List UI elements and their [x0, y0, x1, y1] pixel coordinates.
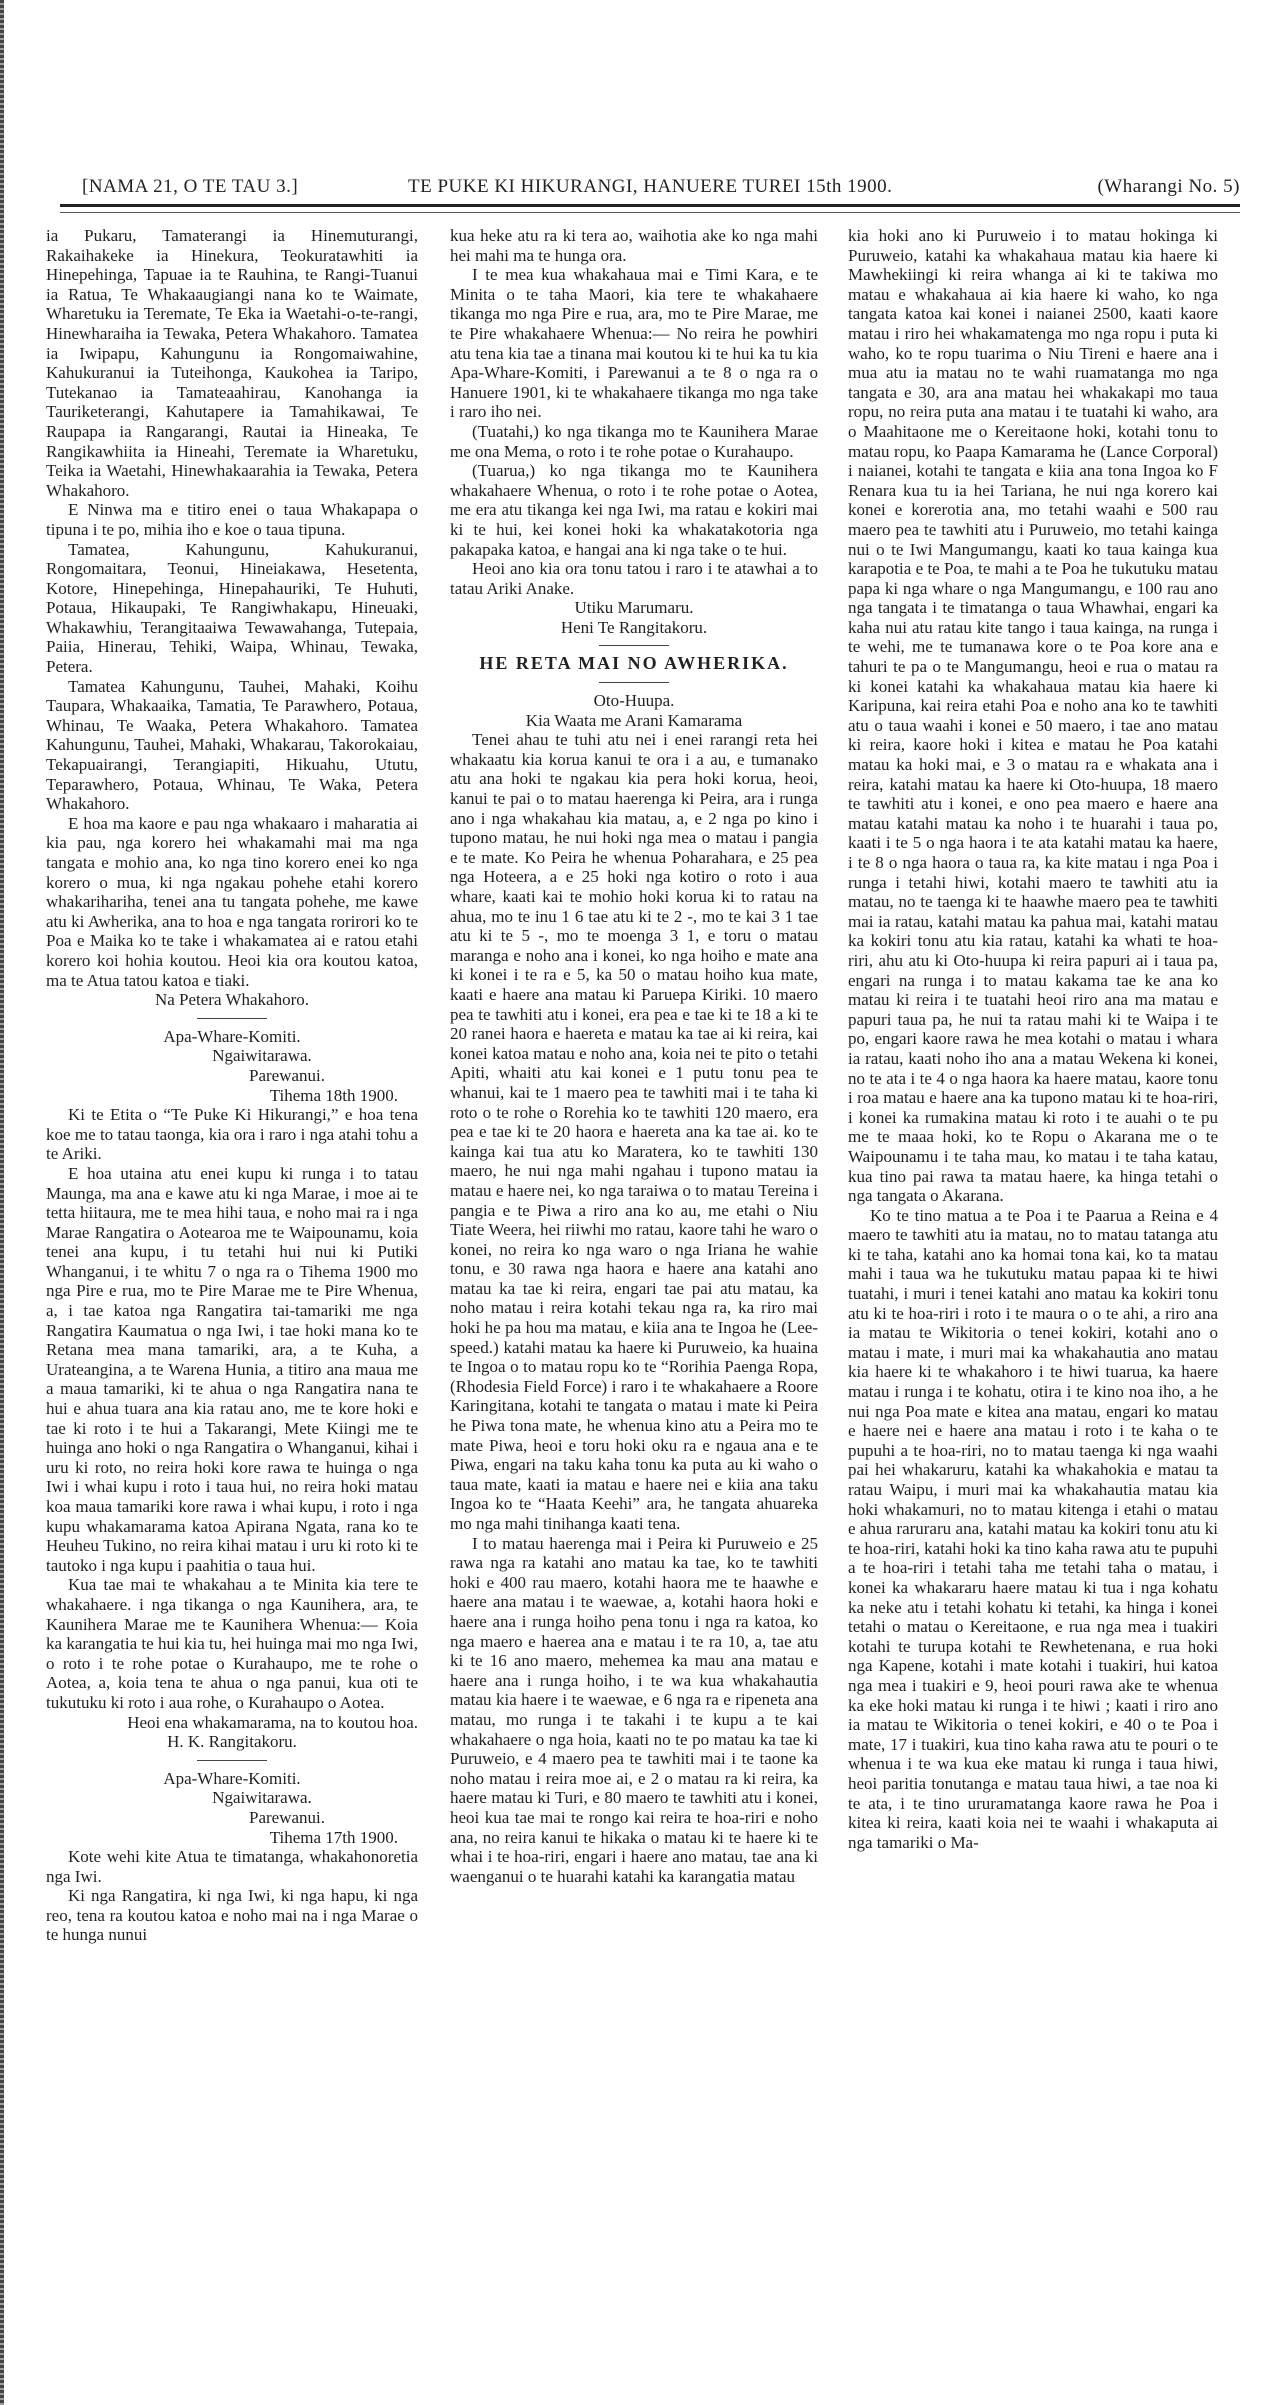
signature-line: Oto-Huupa. [593, 691, 675, 711]
section-divider [599, 645, 669, 646]
dateline: Apa-Whare-Komiti. [163, 1026, 301, 1046]
section-divider [197, 1760, 267, 1761]
paragraph: Ki te Etita o “Te Puke Ki Hikurangi,” e hoa tena koe me to tatau taonga, kia ora i raro i nga atahi tohu a te Ariki. [46, 1105, 418, 1164]
paragraph: Tamatea, Kahungunu, Kahukuranui, Rongomaitara, Teonui, Hineiakawa, Hesetenta, Kotore, Hinepehinga, Hinepahauriki, Te Huhuti, Potaua, Hikaupaki, Te Rangiwhakapu, Hineuaki, Whakawhiu, Terangitaaiwa Tewawahanga, Tutepaia, Paiia, Hinerau, Tehiki, Waipa, Whinau, Tewaka, Petera. [46, 539, 418, 677]
signature-line: H. K. Rangitakoru. [167, 1732, 297, 1752]
column-1 [46, 226, 418, 1945]
paragraph: Ki nga Rangatira, ki nga Iwi, ki nga hapu, ki nga reo, tena ra koutou katoa e noho mai na i nga Marae o te hunga nunui [46, 1886, 418, 1945]
page-header [0, 176, 1280, 200]
paragraph: Ko te tino matua a te Poa i te Paarua a Reina e 4 maero te tawhiti atu ia matau, no to matau tatanga atu ki te taha, katahi ano ka homai tona kai, ko ta matau mahi i taua wa he tukutuku matau papaa ki te hiwi tuatahi, i muri i tenei katahi ano matau ka kokiri tonu atu ki te hoa-riri i roto i te maura o o te ahi, a riro ana ia matau te Wikitoria o tenei kokiri, kotahi ano o matau i mate, i muri mai ka whakahautia ano matau kia haere ki te whakahoro i te hiwi tuarua, ka haere matau i runga i te kohatu, otira i te kino noa iho, a he nui nga Poa mate e kitea ana matau, engari ko matau e haere nei e haere ana matau i roto i te kaha o te pupuhi a te hoa-riri, no to matau taenga ki nga waahi pai hei whakaruru, katahi ka whakahokia e matau ta ratau Waipu, i muri mai ka whakahautia matau kia hoki whakamuri, no to matau kitenga i etahi o matau e ahua raruraru ana, katahi matau ka kokiri tonu atu ki te hoa-riri, katahi hoki ka tino kaha rawa atu te pupuhi a te hoa-riri i tetahi taha me tetahi taha o matau, i konei ka whakararu haere matau ki tua i nga kohatu ka neke atu i tetahi kohatu ki tetahi, ka hinga i konei tetahi o matau o Kereitaone, e rua nga mea i tuakiri kotahi te turupa kotahi te Rewhetenana, e rua hoki nga Kapene, kotahi i mate kotahi i tuakiri, hui katoa nga mea i tuakiri e 9, heoi pouri rawa ake te whenua ka eke hoki matau ki runga i te hiwi ; kaati i riro ano ia matau te Wikitoria o tenei kokiri, e 40 o te Poa i mate, 17 i tuakiri, kua tino kaha rawa atu te pouri o te whenua i te wa kua eke matau ki runga i taua hiwi, heoi paritia tonutanga e matau taua hiwi, a tae noa ki te ata, i te tino ururamatanga kaore rawa he Poa i kitea ki reira, kaati koia nei te waahi i whakaputa ai nga tamariki o Ma- [848, 1205, 1218, 1852]
dateline: Parewanui. [248, 1065, 325, 1085]
section-divider [599, 682, 669, 683]
article-heading: HE RETA MAI NO AWHERIKA. [479, 653, 789, 674]
page-number: (Wharangi No. 5) [1097, 176, 1240, 197]
paragraph: E hoa utaina atu enei kupu ki runga i to tatau Maunga, ma ana e kawe atu ki nga Marae, i moe ai te tetta hiitaura, me te mea hihi taua, e noho mai ra i nga Marae Rangatira o Aotearoa me te Waipounamu, koia tenei ana kupu, i tu tetahi hui nui ki Putiki Whanganui, i te whitu 7 o nga ra o Tihema 1900 mo nga Pire e rua, mo te Pire Marae me te Pire Whenua, a, i tae katoa nga Rangatira tai-tamariki me nga Rangatira Kaumatua o nga Iwi, i tae hoki mana ko te Retana mea mana tamariki, ara, a te Kuha, a Urateangina, a te Warena Hunia, a titiro ana maua me a maua tamariki, ki te ahua o nga Rangatira nana te hui e ahua tuara ana kia ratau ano, me te kore hoki e tae ki roto i te hui a Takarangi, Mete Kiingi me te huinga ano hoki o nga Rangatira o Whanganui, kihai i uru ki roto, no reira hoki kore rawa te huinga o nga Iwi i whai kupu i roto i taua hui, no reira hoki matau koa maua tamariki kore rawa i whai kupu, i roto i nga kupu whakamarama katoa Apirana Ngata, rana ko te Heuheu Tukino, no reira kihai matau i uru ki roto ki te tautoko i nga kupu i paahitia o taua hui. [46, 1163, 418, 1575]
dateline: Ngaiwitarawa. [212, 1046, 312, 1066]
paragraph-continued: ia Pukaru, Tamaterangi ia Hinemuturangi, Rakaihakeke ia Hinekura, Teokuratawhiti ia Hinepehinga, Tapuae ia te Rauhina, te Rangi-Tuanui ia Ratua, Te Whakaaugiangi nana ko te Waimate, Wharetuku ia Teremate, Te Eka ia Waetahi-o-te-rangi, Hinewharaiha ia Tewaka, Petera Whakahoro. Tamatea ia Iwipapu, Kahungunu ia Rongomaiwahine, Kahukuranui ia Tuteihonga, Kaukohea ia Taripo, Tutekanao ia Tamateaahirau, Kanohanga ia Tauriketerangi, Kahutapere ia Tamahikawai, Te Raupapa ia Rangarangi, Rautai ia Hineaka, Te Rangikawhiita ia Hineahi, Teremate ia Wharetuku, Teika ia Waetahi, Hinewhakaarahia ia Tewaka, Petera Whakahoro. [46, 226, 418, 500]
paragraph: Tenei ahau te tuhi atu nei i enei rarangi reta hei whakaatu kia korua kanui te ora i a au, e tumanako atu ana hoki te ngakau kia pera hoki korua, heoi, kanui te pai o to matau haerenga ki Peira, ara i runga ano i nga whakahau kia matau, a, e 2 nga po kino i tupono matau, he nui hoki nga mea o matau i pangia e te mate. Ko Peira he whenua Poharahara, e 25 pea nga Hoteera, a e 25 hoki nga kotiro o roto i aua whare, kaati kai te mohio hoki korua ki to ratau na ahua, mo te inu 1 6 tae atu ki te 2 -, mo te kai 3 1 tae atu ki te 5 -, mo te moenga 3 1, e toru o matau maranga e noho ana i konei, ko nga hoiho e mate ana ki konei i te ra e 5, ka 50 o matau hoiho kua mate, kaati e haere ana matau ki Paruepa Kiriki. 10 maero pea te tawhiti atu i konei, era pea e tae ki te 18 a ki te 20 ranei haora e haereta e matau ka tae ai ki reira, kai konei katoa matau e noho ana, koia nei te pito o tetahi Apiti, whaiti atu kai konei e 1 putu tonu pea te whanui, kai te 1 maero pea te tawhiti mai i te taha ki roto o te rohe o Rorehia ko te tawhiti 120 maero, era pea e tae ki te 20 haora e haereta ana ka tae ai. ko te kainga kai tua atu ko Maratera, ko te tawhiti 130 maero, he nui nga mahi ngahau i tupono matau ia matau e haere nei, ko nga taraiwa o to matau Tereina i pangia e te Piwa a riro ana ko au, me etahi o Niu Tiate Weera, hei riiwhi mo ratau, kaore tahi he waro o konei, no reira ko nga waro o nga Iriana he wahie tonu, e 30 rawa nga haora e haere ana katahi ano matau ka tae ki reira, engari tae pai atu matau, ka noho matau i reira kotahi tekau nga ra, ka riro mai hoki he pa hou ma matau, e kiia ana te Ingoa he (Lee-speed.) katahi matau ka haere ki Puruweio, ka huaina te Ingoa o to matau ropu ko te “Rorihia Paenga Ropa, (Rhodesia Field Force) i raro i te whakahaere a Roore Karingitana, kotahi te tangata o matau i mate ki Peira he Piwa tona mate, he whenua kino atu a Peira mo te mate Piwa, heoi e toru hoki oku ra e ngaua ana e te Piwa, engari na taku kaha tonu ka puta au ki waho o taua mate, kaati ia matau e haere nei e kiia ana taku Ingoa ko te “Haata Keehi” ara, he tangata ahuareka mo nga mahi tinihanga kaati tena. [450, 730, 818, 1533]
signature-line: Utiku Marumaru. [574, 598, 694, 618]
closing-line: Heoi ena whakamarama, na to koutou hoa. [127, 1712, 418, 1732]
newspaper-title-date: TE PUKE KI HIKURANGI, HANUERE TUREI 15th 1900. [408, 176, 893, 197]
paragraph: E Ninwa ma e titiro enei o taua Whakapapa o tipuna i te po, mihia iho e koe o taua tipuna. [46, 500, 418, 539]
column-3 [848, 226, 1218, 1852]
paragraph: Kote wehi kite Atua te timatanga, whakahonoretia nga Iwi. [46, 1847, 418, 1886]
column-2 [450, 226, 818, 1886]
paragraph: (Tuatahi,) ko nga tikanga mo te Kaunihera Marae me ona Mema, o roto i te rohe potae o Kurahaupo. [450, 421, 818, 461]
issue-number: [NAMA 21, O TE TAU 3.] [82, 176, 299, 197]
dateline-date: Tihema 17th 1900. [269, 1827, 398, 1847]
paragraph: E hoa ma kaore e pau nga whakaaro i maharatia ai kia pau, nga korero hei whakamahi mai ma nga tangata e mohio ana, ko nga tino korero enei ko nga korero o mua, ki nga ngakau pohehe etahi korero whakarihariha, tenei ana tu tangata pohehe, me kawe atu ki Awherika, ana to hoa e nga tangata rorirori ko te Poa e Maika ko te take i whakamatea ai e ratou etahi korero koi hohia koutou. Heoi kia ora koutou katoa, ma te Atua tatou katoa e tiaki. [46, 813, 418, 990]
paragraph: Kua tae mai te whakahau a te Minita kia tere te whakahaere. i nga tikanga o nga Kaunihera, ara, te Kaunihera Marae me te Kaunihera Whenua:— Koia ka karangatia te hui kia tu, hei huinga mai mo nga Iwi, o roto i te rohe potae o Kurahaupo, me te rohe o Aotea, a, koia tena te ahua o nga panui, kua oti te tukutuku ki roto i aua rohe, o Kurahaupo o Aotea. [46, 1575, 418, 1712]
dateline: Ngaiwitarawa. [212, 1788, 312, 1808]
paragraph: I to matau haerenga mai i Peira ki Puruweio e 25 rawa nga ra katahi ano matau ka tae, ko te tawhiti hoki e 400 rau maero, kotahi haora me te haawhe e haere ana matau i te waewae, a, kotahi haora hoki e haere ana i runga hoiho pena tonu i nga ra katoa, ko nga maero e haerea ana e matau i te ra 10, a, tae atu ki te 16 ano maero, mehemea ka mau ana matau e haere ana i runga hoiho, i te wa kua whakahautia matau kia haere i te waewae, e 6 nga ra e ripeneta ana matau, mo runga i te takahi i te kupu a te kai whakahaere o nga hoia, kaati no te po matau ka tae ki Puruweio, e 4 maero pea te tawhiti mai i te taone ka noho matau i reira moe ai, e 2 o matau ra ki reira, ka haere matau ki Turi, e 80 maero te tawhiti atu i konei, heoi kua tae mai te rongo kai reira te hoa-riri e noho ana, no reira kanui te hikaka o matau ki te haere ki te whai i te hoa-riri, engari i haere ano matau, tae ana ki waenganui o te huarahi katahi ka karangatia matau [450, 1533, 818, 1886]
scan-border [0, 0, 4, 2405]
signature-line: Na Petera Whakahoro. [154, 990, 310, 1010]
signature-line: Heni Te Rangitakoru. [560, 617, 708, 637]
paragraph: Tamatea Kahungunu, Tauhei, Mahaki, Koihu Taupara, Whakaaika, Tamatia, Te Parawhero, Potaua, Whinau, Te Waaka, Petera Whakahoro. Tamatea Kahungunu, Tauhei, Mahaki, Whakarau, Takorokaiau, Tekapuairangi, Terangiapiti, Hikuahu, Ututu, Teparawhero, Potaua, Whinau, Te Waka, Petera Whakahoro. [46, 676, 418, 814]
paragraph: (Tuarua,) ko nga tikanga mo te Kaunihera whakahaere Whenua, o roto i te rohe potae o Aotea, me era atu tikanga kei nga Iwi, ma ratau e kokiri mai ki te hui, kei konei hoki ka whakatakotoria nga pakapaka katoa, e hangai ana ki nga take o te hui. [450, 461, 818, 559]
header-rule-thin [60, 212, 1240, 213]
dateline: Apa-Whare-Komiti. [163, 1768, 301, 1788]
paragraph: Heoi ano kia ora tonu tatou i raro i te atawhai a to tatau Ariki Anake. [450, 559, 818, 598]
dateline: Parewanui. [248, 1807, 325, 1827]
signature-line: Kia Waata me Arani Kamarama [525, 710, 743, 730]
header-rule-thick [60, 204, 1240, 207]
paragraph-continued: kua heke atu ra ki tera ao, waihotia ake ko nga mahi hei mahi ma te hunga ora. [450, 226, 818, 265]
dateline-date: Tihema 18th 1900. [269, 1085, 398, 1105]
section-divider [197, 1018, 267, 1019]
paragraph-continued: kia hoki ano ki Puruweio i to matau hokinga ki Puruweio, katahi ka whakahaua matau kia haere ki Mawhekiingi ki reira whanga ai ki te takiwa mo matau e whakahaua ai kia haere ki waho, ko nga tangata katoa kai konei i naianei 2500, kaati kaore matau i riro hei whakamatenga mo nga ropu i puta ki waho, ko te ropu tuarima o Niu Tireni e haere ana i mua atu ia matau no te wahi ruamatanga mo nga tangata e 30, ara ana matau hei whakakapi mo taua ropu, no reira puta ana matau i te tuatahi ki waho, ara o Maahitaone me o Kereitaone hoki, kotahi tonu to matau ropu, ko Paapa Kamarama he (Lance Corporal) i naianei, kotahi te tangata e kiia ana tona Ingoa ko F Renara kua tu ia hei Tariana, he nui nga korero kai konei e korerotia ana, mo tetahi waahi e 500 rau maero pea te tawhiti atu i Puruweio, mo tetahi kainga nui o te Iwi Mangumangu, kaati ko taua kainga kua karapotia e te Poa, te mahi a te Poa he tukutuku matau papa ki nga whare o nga Mangumangu, e 100 rau ano nga tangata i te timatanga o taua Whawhai, engari ka kaha nui atu ratau kite tango i taua kainga, na runga i te wehi, me te tumanawa kore o te Poa kore ana e tahuri te pa o te Mangumangu, heoi e rua o matau ra ki konei katahi ka whakahaua matau kia haere ki Karipuna, kai reira etahi Poa e noho ana ko te tawhiti atu o taua waahi i konei e 50 maero, i tae ano matau ki reira, kaore hoki i kitea e matau he Poa katahi matau ka hoki mai, e 3 o matau ra e whakata ana i reira, katahi matau ka haere ki Oto-huupa, 18 maero te tawhiti atu i konei, e ono pea maero e haere ana matau katahi matau ka noho i te huarahi i taua po, kaati i te 5 o nga haora i te ata katahi matau ka haere, i te 8 o nga haora o taua ra, ka kite matau i nga Poa i runga i tetahi hiwi, kotahi maero te tawhiti atu ia matau, no te taenga ki te haawhe maero pea te tawhiti mai ia ratau, katahi matau ka pahua mai, katahi matau ka kokiri tonu atu kia ratau, katahi ka whati te hoa-riri, ahu atu ki Oto-huupa ki reira papuri ai i taua pa, engari na runga i to matau kakama tae ke ana ko matau ki reira i te tuatahi heoi riro ana ma matau e papuri taua pa, he nui ta ratau mahi ki te Waipa i te po, engari kaore rawa he mea kotahi o matau i whara ia ratau, kaati noho iho ana a matau Wekena ki konei, no te ata i te 4 o nga haora ka haere matau, kaore tonu i roa matau e haere ana ka tupono matau ki te hoa-riri, i konei ka rumakina matau ki roto i te auahi o te pu me te maaa hoki, ko te Ropu o Akarana me o te Waipounamu i te taha mau, ko matau i te taha katau, kua tino pai rawa ta matau haere, ka hinga tetahi o nga tangata o Akarana. [848, 226, 1218, 1206]
paragraph: I te mea kua whakahaua mai e Timi Kara, e te Minita o te taha Maori, kia tere te whakahaere tikanga mo nga Pire e rua, ara, mo te Pire Marae, me te Pire whakahaere Whenua:— No reira he powhiri atu tena kia tae a tinana mai koutou ki te hui ka tu kia Apa-Whare-Komiti, i Parewanui a te 8 o nga ra o Hanuere 1901, ki te whakahaere tikanga mo nga take i raro iho nei. [450, 265, 818, 422]
